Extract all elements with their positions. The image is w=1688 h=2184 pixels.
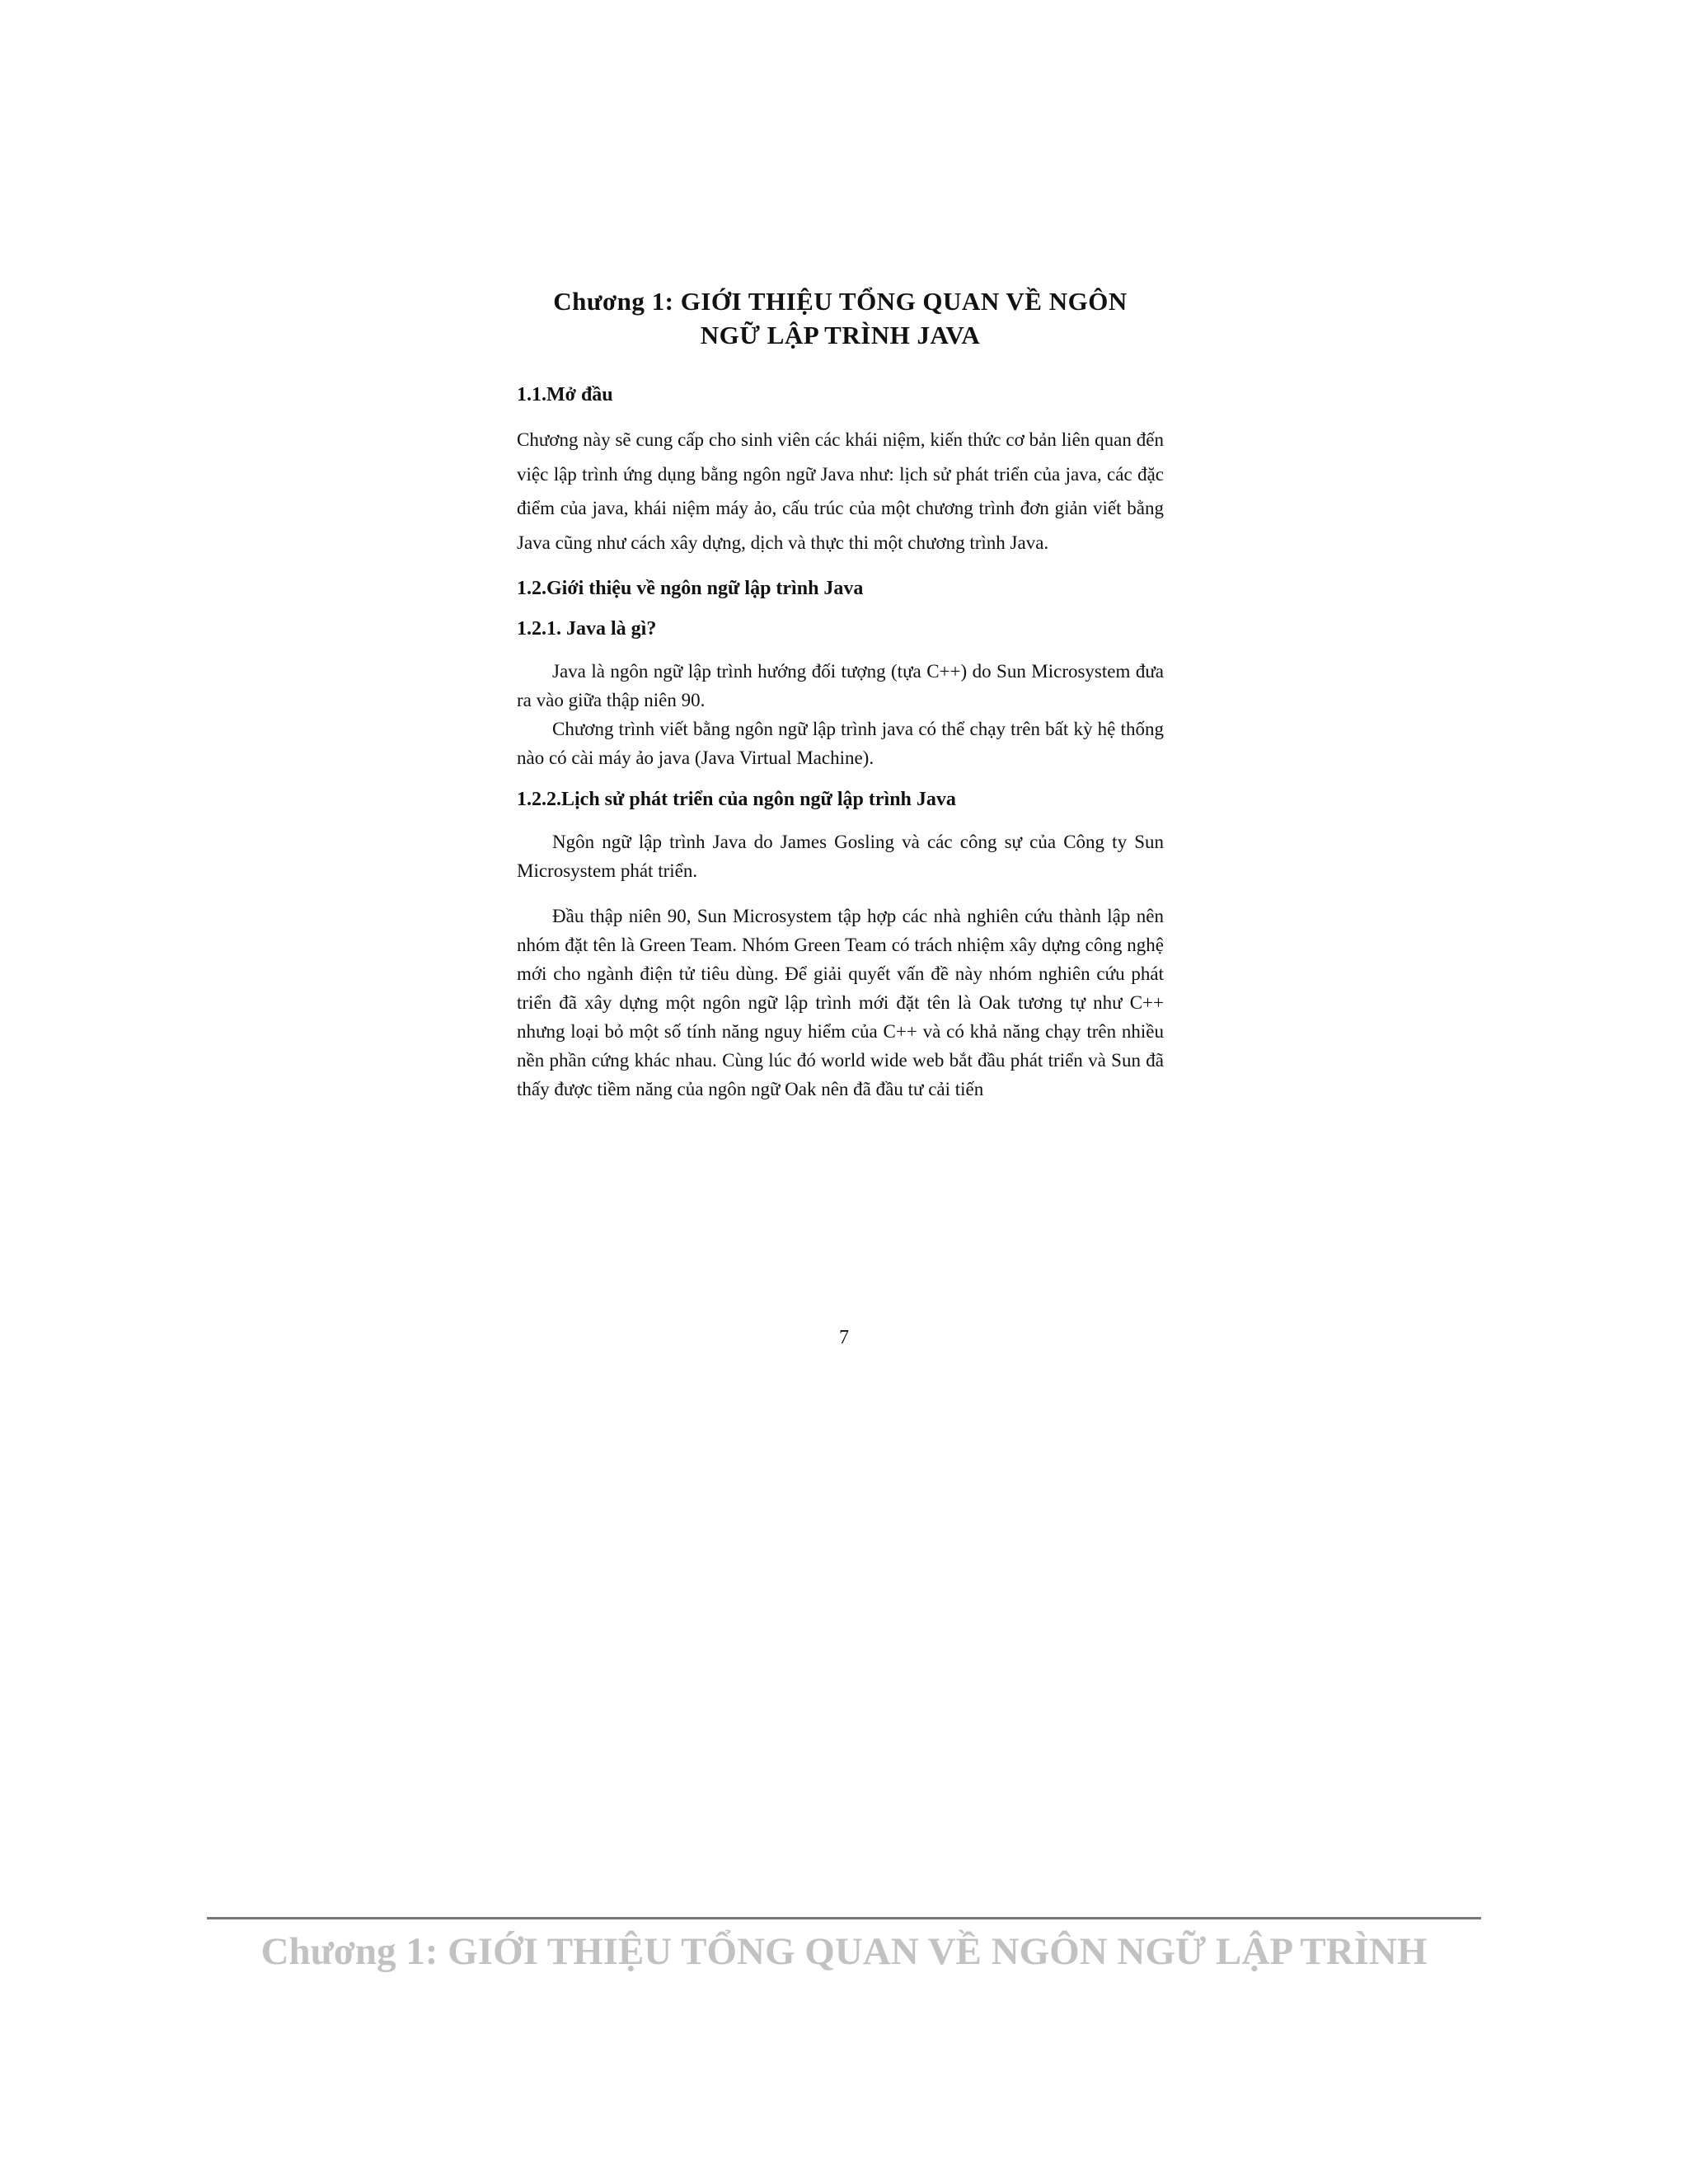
page-number: 7	[839, 1327, 849, 1348]
java-portability-paragraph: Chương trình viết bằng ngôn ngữ lập trình java có thể chạy trên bất kỳ hệ thống nào có cài máy ảo java (Java Virtual Machine).	[517, 719, 1164, 768]
section-heading-1-2: 1.2.Giới thiệu về ngôn ngữ lập trình Java	[517, 578, 864, 599]
history-paragraph-2: Đầu thập niên 90, Sun Microsystem tập hợp các nhà nghiên cứu thành lập nên nhóm đặt tên là Green Team. Nhóm Green Team có trách nhiệm xây dựng công nghệ mới cho ngành điện tử tiêu dùng. Để giải quyết vấn đề này nhóm nghiên cứu phát triển đã xây dựng một ngôn ngữ lập trình mới đặt tên là Oak tương tự như C++ nhưng loại bỏ một số tính năng nguy hiểm của C++ và có khả năng chạy trên nhiều nền phần cứng khác nhau. Cùng lúc đó world wide web bắt đầu phát triển và Sun đã thấy được tiềm năng của ngôn ngữ Oak nên đã đầu tư cải tiến	[517, 906, 1164, 1099]
chapter-title-line2: NGỮ LẬP TRÌNH JAVA	[700, 321, 981, 349]
page-body	[517, 284, 1164, 1104]
section-heading-1-2-2: 1.2.2.Lịch sử phát triển của ngôn ngữ lập trình Java	[517, 789, 956, 810]
chapter-title	[517, 284, 1164, 352]
history-paragraph-1: Ngôn ngữ lập trình Java do James Gosling và các công sự của Công ty Sun Microsystem phát triển.	[517, 832, 1164, 881]
section-heading-1-2-1: 1.2.1. Java là gì?	[517, 618, 657, 640]
footer-running-title: Chương 1: GIỚI THIỆU TỔNG QUAN VỀ NGÔN NGỮ LẬP TRÌNH	[260, 1930, 1428, 1973]
intro-paragraph: Chương này sẽ cung cấp cho sinh viên các khái niệm, kiến thức cơ bản liên quan đến việc lập trình ứng dụng bằng ngôn ngữ Java như: lịch sử phát triển của java, các đặc điểm của java, khái niệm máy ảo, cấu trúc của một chương trình đơn giản viết bằng Java cũng như cách xây dựng, dịch và thực thi một chương trình Java.	[517, 429, 1164, 553]
chapter-title-line1: Chương 1: GIỚI THIỆU TỔNG QUAN VỀ NGÔN	[553, 287, 1128, 316]
footer-divider	[207, 1917, 1481, 1919]
java-definition-paragraph: Java là ngôn ngữ lập trình hướng đối tượng (tựa C++) do Sun Microsystem đưa ra vào giữa thập niên 90.	[517, 661, 1164, 710]
section-heading-1-1: 1.1.Mở đầu	[517, 384, 613, 405]
